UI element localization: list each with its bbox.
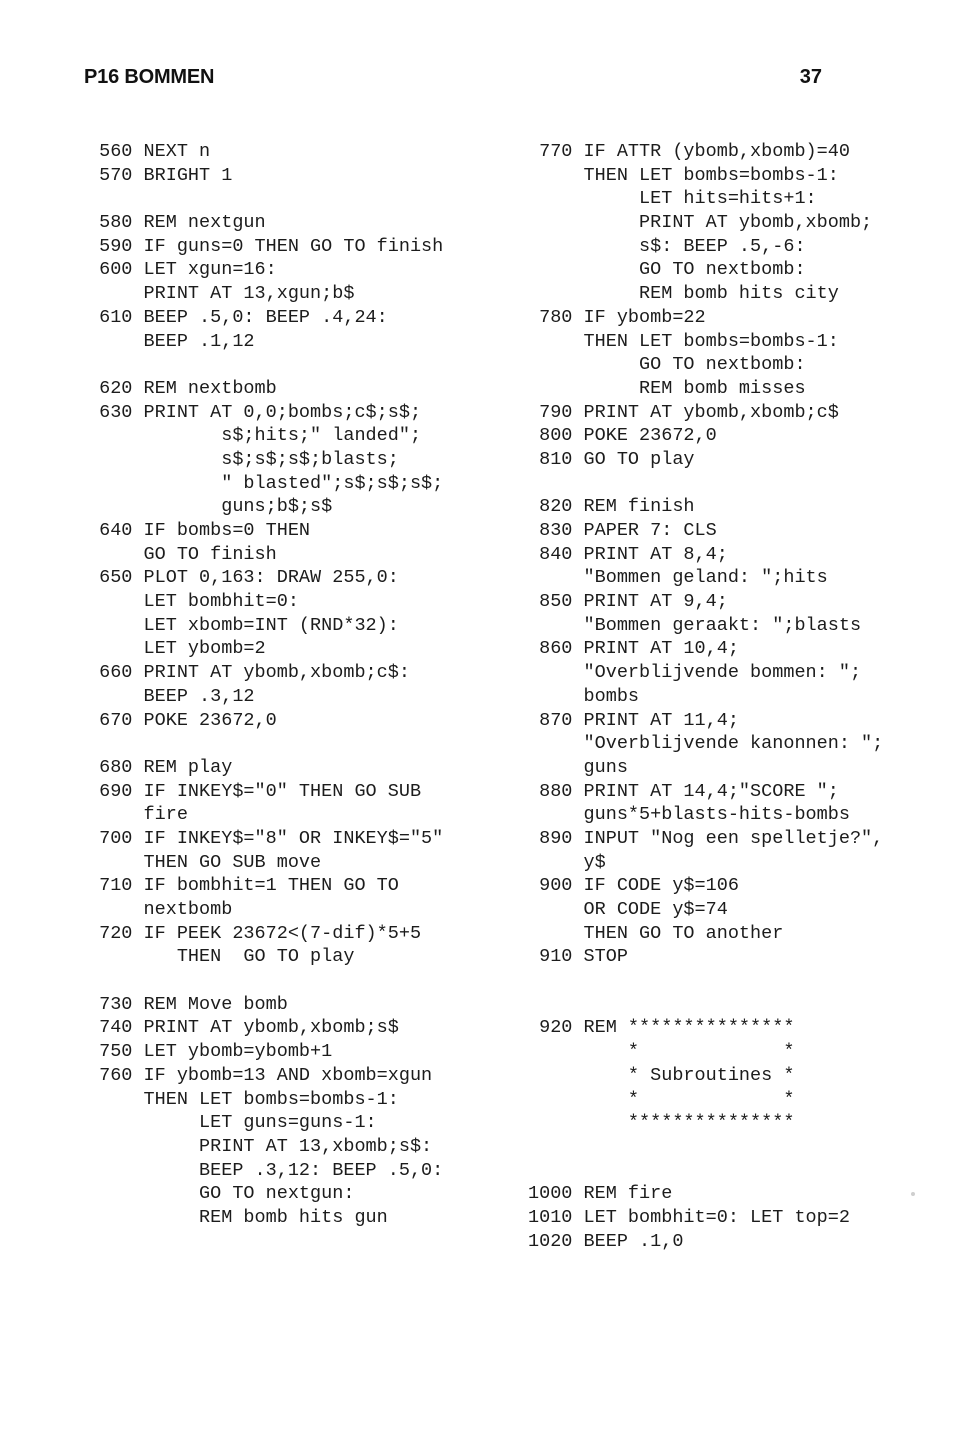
- code-line: LET bombhit=0:: [88, 591, 299, 613]
- code-line: BEEP .3,12: BEEP .5,0:: [88, 1159, 444, 1181]
- code-line: PRINT AT 13,xgun;b$: [88, 283, 355, 305]
- code-line: 810 GO TO play: [528, 448, 695, 470]
- scan-speck: [911, 1192, 915, 1196]
- code-line: 1020 BEEP .1,0: [528, 1230, 684, 1252]
- code-line: LET xbomb=INT (RND*32):: [88, 614, 399, 636]
- blank-line: [528, 969, 883, 993]
- code-line: 710 IF bombhit=1 THEN GO TO: [88, 875, 399, 897]
- code-line: 870 PRINT AT 11,4;: [528, 709, 739, 731]
- code-line: 600 LET xgun=16:: [88, 259, 277, 281]
- code-line: 580 REM nextgun: [88, 212, 266, 234]
- code-line: GO TO nextbomb:: [528, 259, 806, 281]
- code-line: 800 POKE 23672,0: [528, 425, 717, 447]
- chapter-title: P16 BOMMEN: [84, 66, 215, 88]
- code-line: ***************: [528, 1112, 795, 1134]
- code-line: 680 REM play: [88, 756, 233, 778]
- code-line: 910 STOP: [528, 946, 628, 968]
- code-line: "Overblijvende kanonnen: ";: [528, 733, 884, 755]
- code-line: 630 PRINT AT 0,0;bombs;c$;s$;: [88, 401, 422, 423]
- code-line: 730 REM Move bomb: [88, 993, 288, 1015]
- code-line: 570 BRIGHT 1: [88, 164, 233, 186]
- code-line: 750 LET ybomb=ybomb+1: [88, 1041, 333, 1063]
- page-header: [84, 66, 822, 92]
- code-line: OR CODE y$=74: [528, 899, 728, 920]
- code-line: PRINT AT 13,xbomb;s$:: [88, 1135, 433, 1157]
- code-line: s$;hits;" landed";: [88, 425, 422, 447]
- code-line: 650 PLOT 0,163: DRAW 255,0:: [88, 567, 399, 589]
- code-line: 790 PRINT AT ybomb,xbomb;c$: [528, 401, 839, 423]
- code-line: 920 REM ***************: [528, 1017, 795, 1039]
- code-line: bombs: [528, 685, 640, 707]
- code-line: LET ybomb=2: [88, 638, 266, 660]
- code-line: THEN GO TO play: [88, 946, 355, 968]
- code-line: 670 POKE 23672,0: [88, 709, 277, 731]
- code-line: THEN LET bombs=bombs-1:: [528, 164, 839, 186]
- code-line: 1000 REM fire: [528, 1183, 673, 1205]
- code-line: THEN GO SUB move: [88, 851, 322, 873]
- code-line: 890 INPUT "Nog een spelletje?",: [528, 827, 884, 849]
- code-line: BEEP .1,12: [88, 330, 255, 352]
- code-line: 660 PRINT AT ybomb,xbomb;c$:: [88, 662, 410, 684]
- code-line: " blasted";s$;s$;s$;: [88, 472, 444, 494]
- code-line: 720 IF PEEK 23672<(7-dif)*5+5: [88, 922, 422, 944]
- code-line: * *: [528, 1088, 795, 1110]
- code-line: nextbomb: [88, 899, 233, 920]
- code-line: 700 IF INKEY$="8" OR INKEY$="5": [88, 827, 444, 849]
- code-line: 690 IF INKEY$="0" THEN GO SUB: [88, 780, 422, 802]
- code-line: 740 PRINT AT ybomb,xbomb;s$: [88, 1017, 399, 1039]
- blank-line: [88, 187, 443, 211]
- code-line: REM bomb hits gun: [88, 1206, 388, 1228]
- blank-line: [88, 732, 443, 756]
- code-line: PRINT AT ybomb,xbomb;: [528, 212, 873, 234]
- blank-line: [528, 993, 883, 1017]
- blank-line: [528, 472, 883, 496]
- code-line: s$: BEEP .5,-6:: [528, 235, 806, 257]
- listing-right-column: [528, 140, 883, 1253]
- code-line: THEN LET bombs=bombs-1:: [88, 1088, 399, 1110]
- code-line: 620 REM nextbomb: [88, 377, 277, 399]
- code-line: BEEP .3,12: [88, 685, 255, 707]
- code-line: y$: [528, 851, 606, 873]
- code-line: THEN LET bombs=bombs-1:: [528, 330, 839, 352]
- blank-line: [88, 353, 443, 377]
- code-line: REM bomb misses: [528, 377, 806, 399]
- code-line: REM bomb hits city: [528, 283, 839, 305]
- code-line: 590 IF guns=0 THEN GO TO finish: [88, 235, 444, 257]
- code-line: s$;s$;s$;blasts;: [88, 448, 399, 470]
- code-line: 840 PRINT AT 8,4;: [528, 543, 728, 565]
- code-line: GO TO nextgun:: [88, 1183, 355, 1205]
- code-line: * Subroutines *: [528, 1064, 795, 1086]
- code-line: LET guns=guns-1:: [88, 1112, 377, 1134]
- code-line: 610 BEEP .5,0: BEEP .4,24:: [88, 306, 388, 328]
- code-line: 780 IF ybomb=22: [528, 306, 706, 328]
- code-line: * *: [528, 1041, 795, 1063]
- code-line: 560 NEXT n: [88, 141, 211, 162]
- blank-line: [528, 1159, 883, 1183]
- code-line: GO TO nextbomb:: [528, 354, 806, 376]
- code-line: guns: [528, 756, 628, 778]
- code-line: 880 PRINT AT 14,4;"SCORE ";: [528, 780, 839, 802]
- code-line: "Overblijvende bommen: ";: [528, 662, 862, 684]
- code-line: 770 IF ATTR (ybomb,xbomb)=40: [528, 141, 850, 162]
- code-line: 640 IF bombs=0 THEN: [88, 520, 311, 541]
- code-line: fire: [88, 804, 188, 826]
- page-number: 37: [799, 66, 822, 88]
- code-line: "Bommen geland: ";hits: [528, 567, 828, 589]
- code-line: GO TO finish: [88, 543, 277, 565]
- code-line: guns;b$;s$: [88, 496, 333, 518]
- code-line: guns*5+blasts-hits-bombs: [528, 804, 850, 826]
- code-line: 820 REM finish: [528, 496, 695, 518]
- code-line: 900 IF CODE y$=106: [528, 875, 739, 897]
- code-line: 760 IF ybomb=13 AND xbomb=xgun: [88, 1064, 433, 1086]
- code-line: 1010 LET bombhit=0: LET top=2: [528, 1206, 850, 1228]
- code-line: THEN GO TO another: [528, 922, 784, 944]
- code-line: "Bommen geraakt: ";blasts: [528, 614, 862, 636]
- code-line: LET hits=hits+1:: [528, 188, 817, 210]
- blank-line: [88, 969, 443, 993]
- code-line: 860 PRINT AT 10,4;: [528, 638, 739, 660]
- code-line: 830 PAPER 7: CLS: [528, 520, 717, 541]
- listing-left-column: [88, 140, 443, 1230]
- blank-line: [528, 1135, 883, 1159]
- code-line: 850 PRINT AT 9,4;: [528, 591, 728, 613]
